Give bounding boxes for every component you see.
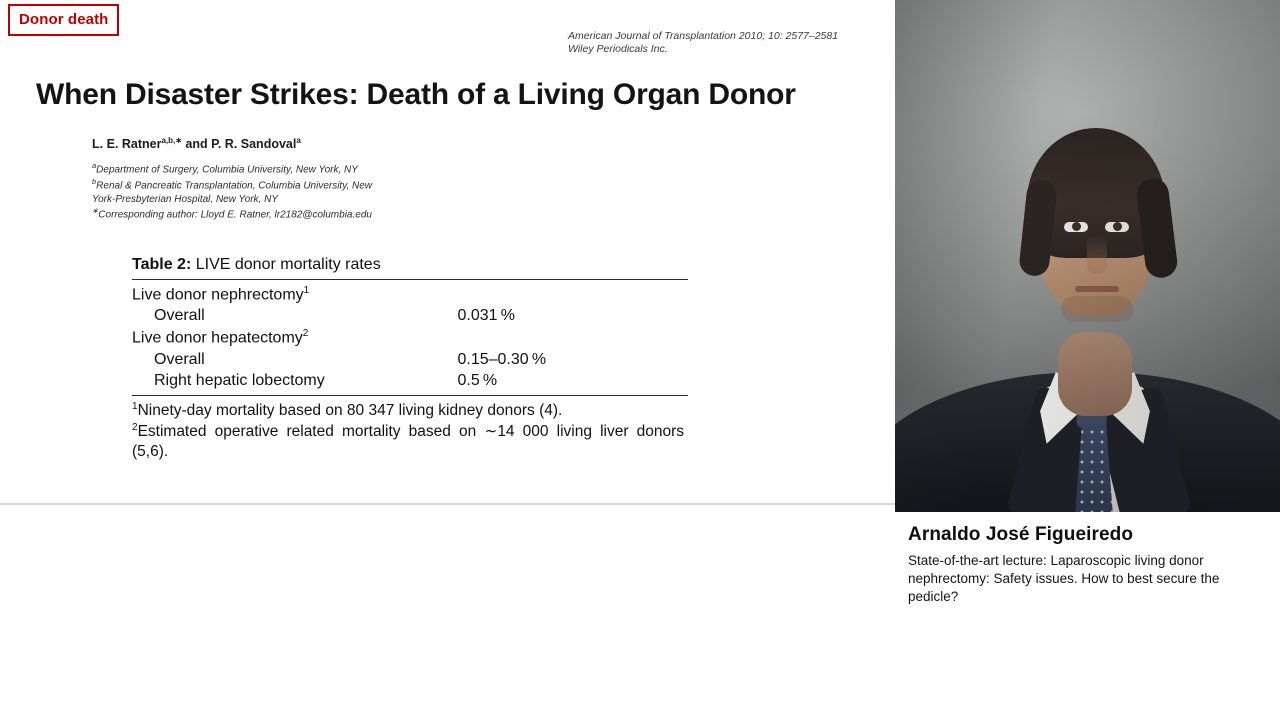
slide-topic-tag: Donor death	[8, 4, 119, 36]
table-caption	[132, 256, 688, 280]
table-footnotes	[132, 400, 684, 463]
table-cell-value	[457, 284, 688, 306]
table-cell-label: Live donor hepatectomy$^2$	[132, 328, 309, 347]
mortality-table-block	[132, 256, 688, 462]
journal-citation-line1: American Journal of Transplantation 2010; 10: 2577–2581	[568, 30, 839, 42]
journal-citation	[568, 30, 888, 56]
table-cell-value: 0.15–0.30 %	[457, 350, 547, 368]
paper-title: When Disaster Strikes: Death of a Living Organ Donor	[36, 78, 796, 111]
table-caption-label: Table 2:	[132, 256, 192, 273]
table-cell-value: 0.5 %	[457, 371, 498, 389]
table-cell-value	[457, 327, 688, 349]
table-cell-value: 0.031 %	[457, 307, 515, 325]
table-caption-text: LIVE donor mortality rates	[195, 256, 381, 273]
video-vignette	[895, 0, 1280, 512]
table-footnote: $^2$Estimated operative related mortality based on ∼14 000 living liver donors (5,6).	[132, 421, 684, 461]
table-row	[132, 306, 688, 327]
paper-authors: L. E. Ratner$^{a,b,∗}$ and P. R. Sandoval$^a$	[92, 136, 301, 152]
table-row	[132, 350, 688, 371]
table-bottom-rule	[132, 395, 688, 396]
mortality-table	[132, 284, 688, 392]
speaker-video[interactable]	[895, 0, 1280, 512]
table-footnote: $^1$Ninety-day mortality based on 80 347 living kidney donors (4).	[132, 400, 563, 419]
journal-citation-line2: Wiley Periodicals Inc.	[568, 43, 668, 56]
table-cell-label: Right hepatic lobectomy	[154, 371, 325, 389]
slide-blank-area	[0, 505, 895, 720]
slide-surface	[0, 0, 895, 505]
table-row	[132, 284, 688, 306]
speaker-panel	[895, 0, 1280, 720]
table-cell-label: Overall	[154, 307, 205, 325]
table-row	[132, 327, 688, 349]
table-cell-label: Overall	[154, 350, 205, 368]
speaker-name: Arnaldo José Figueiredo	[908, 524, 1134, 545]
table-row	[132, 371, 688, 392]
table-cell-label: Live donor nephrectomy$^1$	[132, 285, 310, 304]
paper-affiliations: $^a$Department of Surgery, Columbia University, New York, NY $^b$Renal & Pancreatic Transplantation, Columbia University, New York-Presbyterian Hospital, New York, NY ∗Corresponding author: Lloyd E. Ratner, lr2182@columbia.edu	[92, 161, 373, 221]
speaker-lecture-title: State-of-the-art lecture: Laparoscopic living donor nephrectomy: Safety issues. How to best secure the pedicle?	[908, 553, 1220, 605]
